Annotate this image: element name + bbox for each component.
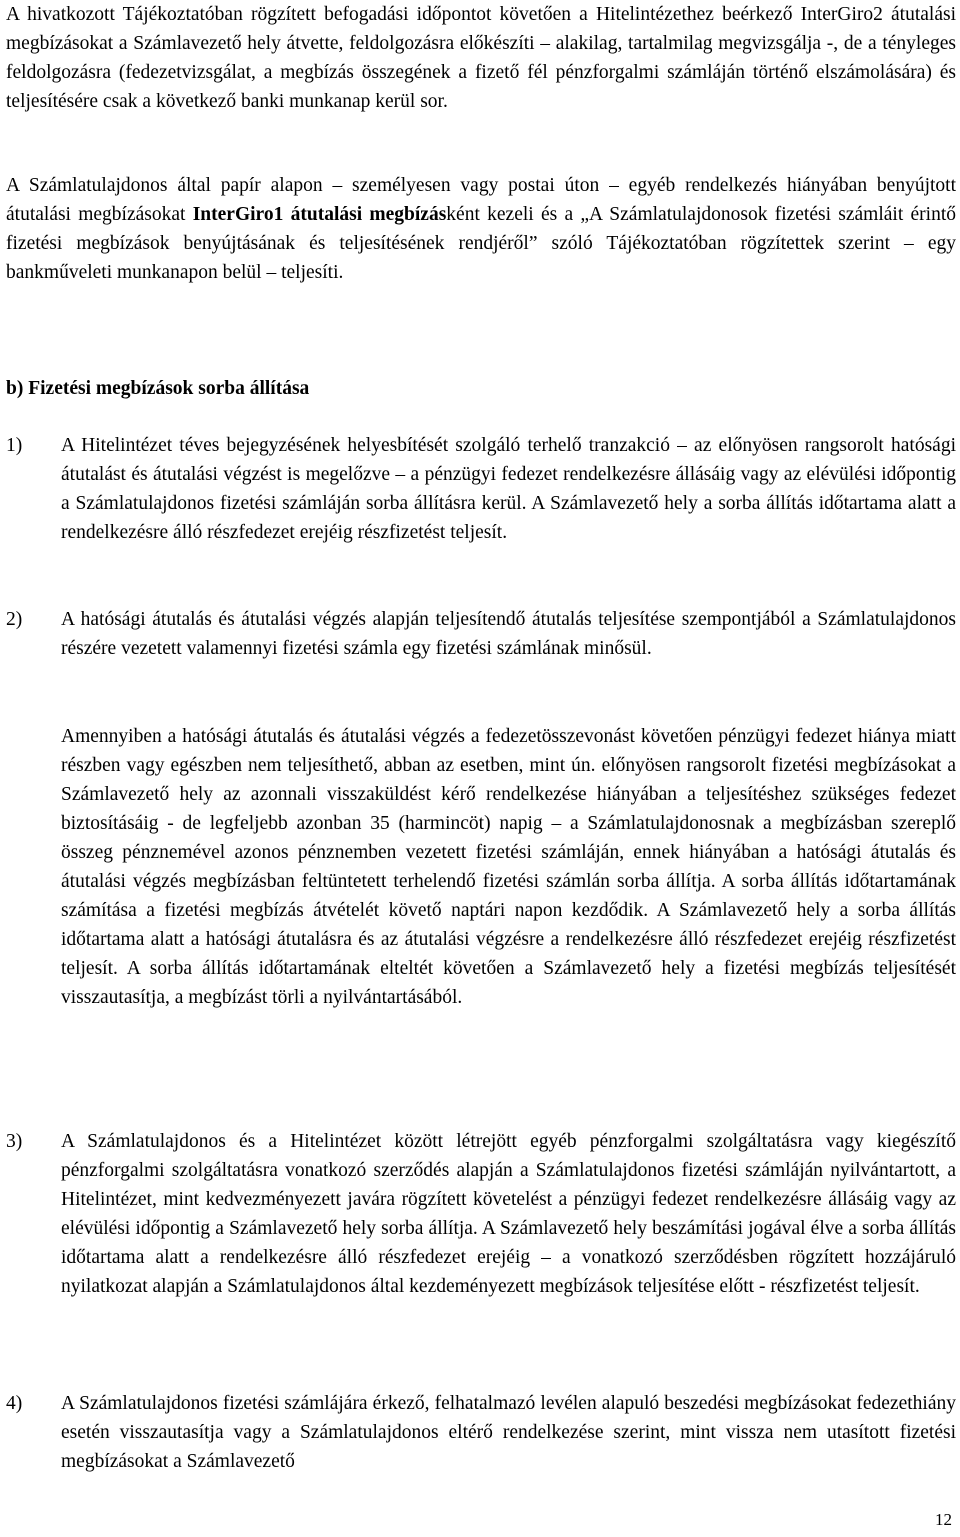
paragraph-intergiro1-bold: InterGiro1 átutalási megbízás [192,204,447,225]
list-item [6,431,956,547]
list-item-text: A Számlatulajdonos és a Hitelintézet között létrejött egyéb pénzforgalmi szolgáltatásra vagy kiegészítő pénzforgalmi szolgáltatásra vonatkozó szerződés alapján a Számlatulajdonos fizetési számláján nyilvántartott, a Hitelintézet, mint kedvezményezett javára rögzített követelést a pénzügyi fedezet rendelkezésre állásáig vagy az elévülési időpontig a Számlavezető hely sorba állítja. A Számlavezető hely beszámítási jogával élve a sorba állítás időtartama alatt a rendelkezésre álló részfedezet erejéig – a vonatkozó szerződésben rögzített hozzájáruló nyilatkozat alapján a Számlatulajdonos által kezdeményezett megbízások teljesítése előtt - részfizetést teljesít. [61,1131,956,1297]
list-item-text: A Hitelintézet téves bejegyzésének helyesbítését szolgáló terhelő tranzakció – az előnyösen rangsorolt hatósági átutalást és átutalási végzést is megelőzve – a pénzügyi fedezet rendelkezésre állásáig vagy az elévülési időpontig a Számlatulajdonos fizetési számláján sorba állításra kerül. A Számlavezető hely a sorba állítás időtartama alatt a rendelkezésre álló részfedezet erejéig részfizetést teljesít. [61,435,956,543]
list-item-text: A Számlatulajdonos fizetési számlájára érkező, felhatalmazó levélen alapuló beszedési megbízásokat fedezethiány esetén visszautasítja vagy a Számlatulajdonos eltérő rendelkezése szerint, mint vissza nem utasított fizetési megbízásokat a Számlavezető [61,1393,956,1472]
paragraph-intergiro1-text-a: A Számlatulajdonos által papír alapon – személyesen vagy postai úton – egyéb rendelkezés hiányában benyújtott átutalási megbízásokat [6,175,956,225]
list-item [6,605,956,663]
list-item-number: 3) [6,1131,23,1152]
list-item-text: A hatósági átutalás és átutalási végzés alapján teljesítendő átutalás teljesítése szempontjából a Számlatulajdonos részére vezetett valamennyi fizetési számla egy fizetési számlának minősül. [61,609,956,659]
paragraph-intro: A hivatkozott Tájékoztatóban rögzített befogadási időpontot követően a Hitelintézethez beérkező InterGiro2 átutalási megbízásokat a Számlavezető hely átvette, feldolgozásra előkészíti – alakilag, tartalmilag megvizsgálja -, de a tényleges feldolgozásra (fedezetvizsgálat, a megbízás összegének a fizető fél pénzforgalmi számláján történő elszámolására) és teljesítésére csak a következő banki munkanap kerül sor. [6,4,956,112]
paragraph-intergiro1-text-b: ként kezeli és a „A Számlatulajdonosok fizetési számláit érintő fizetési megbízások benyújtásának és teljesítésének rendjéről” szóló Tájékoztatóban rögzítettek szerint – egy bankműveleti munkanapon belül – teljesíti. [6,204,956,283]
list-item [6,1127,956,1301]
list-item-number: 4) [6,1393,23,1414]
list-item-number: 1) [6,435,23,456]
list-item-number: 2) [6,609,23,630]
page-number: 12 [935,1510,952,1529]
list-item-continuation: Amennyiben a hatósági átutalás és átutalási végzés a fedezetösszevonást követően pénzügyi fedezet hiánya miatt részben vagy egészben nem teljesíthető, abban az esetben, mint ún. előnyösen rangsorolt fizetési megbízásokat a Számlavezető hely az azonnali visszaküldést kérő rendelkezése hiányában a teljesítéshez szükséges fedezet biztosításáig - de legfeljebb azonban 35 (harmincöt) napig – a Számlatulajdonosnak a megbízásban szereplő összeg pénznemével azonos pénznemben vezetett fizetési számláján, ennek hiányában a hatósági átutalás és átutalási végzés megbízásban feltüntetett terhelendő fizetési számlán sorba állítja. A sorba állítás időtartamának számítása a fizetési megbízás átvételét követő naptári napon kezdődik. A Számlavezető hely a sorba állítás időtartama alatt a hatósági átutalásra és az átutalási végzésre a rendelkezésre álló részfedezet erejéig részfizetést teljesít. A sorba állítás időtartamának elteltét követően a Számlavezető hely a fizetési megbízás teljesítését visszautasítja, a megbízást törli a nyilvántartásából. [61,726,956,1008]
section-heading: b) Fizetési megbízások sorba állítása [6,378,310,399]
paragraph-intergiro1 [6,171,956,287]
list-item [6,1389,956,1476]
